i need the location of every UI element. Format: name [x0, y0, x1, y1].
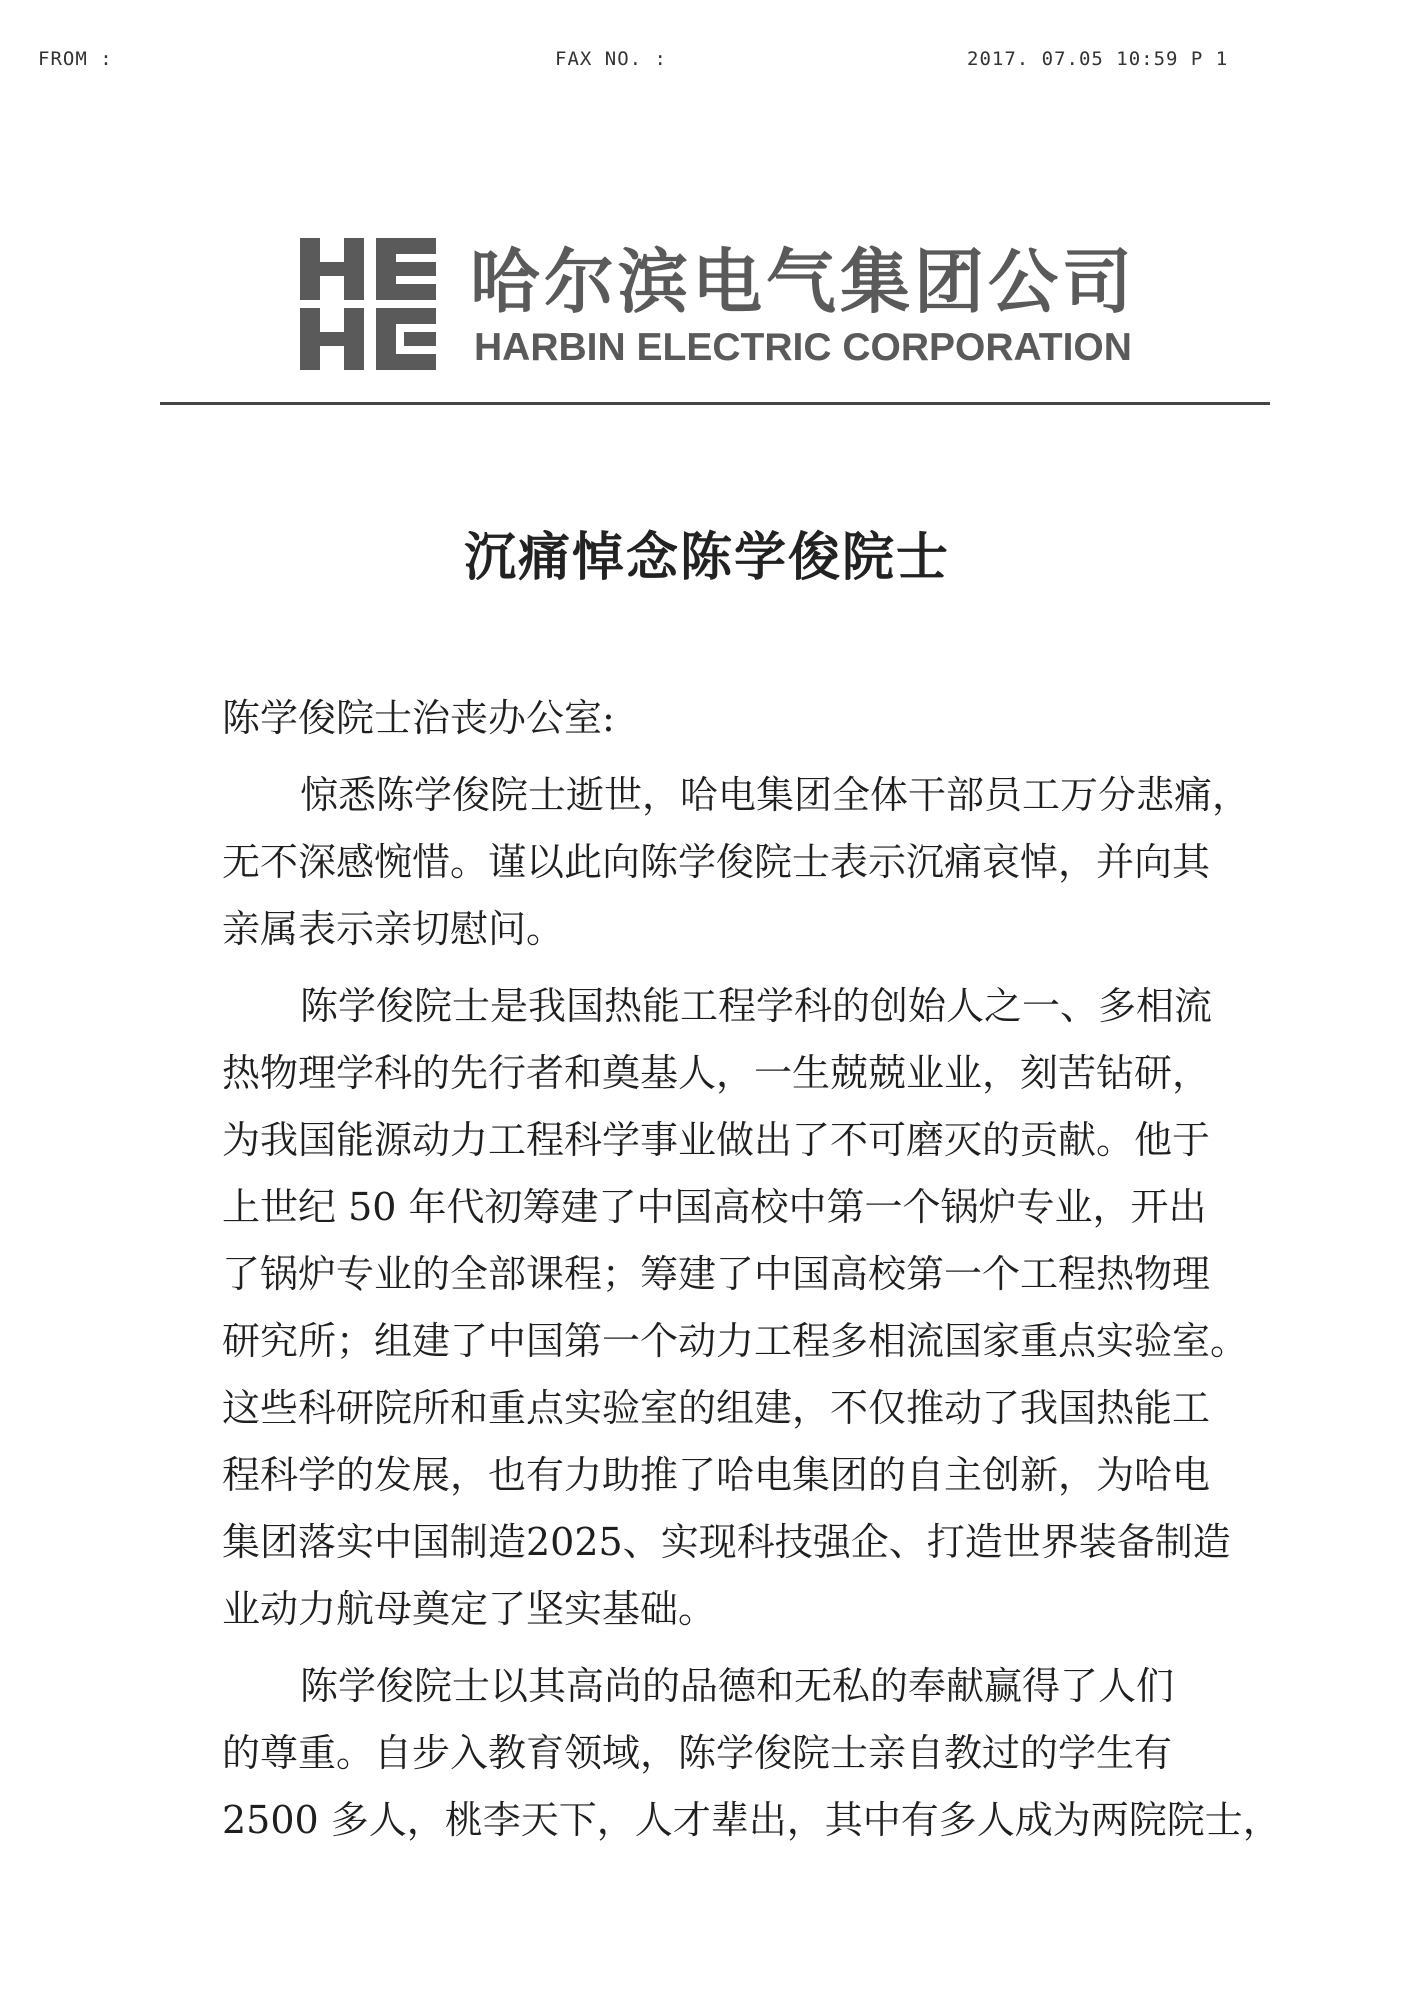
- fax-number: FAX NO. :: [555, 48, 667, 70]
- paragraph-line: 了锅炉专业的全部课程；筹建了中国高校第一个工程热物理: [222, 1252, 1211, 1296]
- paragraph-line: 热物理学科的先行者和奠基人，一生兢兢业业，刻苦钻研，: [222, 1051, 1211, 1095]
- company-name-en: HARBIN ELECTRIC CORPORATION: [474, 326, 1132, 369]
- paragraph-line: 程科学的发展，也有力助推了哈电集团的自主创新，为哈电: [222, 1453, 1211, 1497]
- paragraph-line: 业动力航母奠定了坚实基础。: [222, 1587, 717, 1631]
- paragraph-line: 集团落实中国制造2025、实现科技强企、打造世界装备制造: [222, 1520, 1231, 1564]
- paragraph-line: 研究所；组建了中国第一个动力工程多相流国家重点实验室。: [222, 1319, 1249, 1363]
- document-title: 沉痛悼念陈学俊院士: [463, 527, 950, 588]
- paragraph-line: 陈学俊院士是我国热能工程学科的创始人之一、多相流: [300, 984, 1213, 1028]
- letter-body: [222, 685, 1281, 1864]
- paragraph-line: 惊悉陈学俊院士逝世，哈电集团全体干部员工万分悲痛，: [300, 773, 1251, 817]
- paragraph-line: 为我国能源动力工程科学事业做出了不可磨灭的贡献。他于: [222, 1118, 1211, 1162]
- paragraph-line: 无不深感惋惜。谨以此向陈学俊院士表示沉痛哀悼，并向其: [222, 840, 1211, 884]
- fax-timestamp: 2017. 07.05 10:59 P 1: [967, 48, 1229, 70]
- letterhead-divider: [160, 402, 1270, 405]
- fax-header: [38, 48, 1394, 78]
- paragraph-line: 亲属表示亲切慰问。: [222, 907, 565, 951]
- hec-logo-icon: [300, 238, 436, 370]
- paragraph-line: 2500 多人，桃李天下，人才辈出，其中有多人成为两院院士，: [222, 1798, 1281, 1842]
- paragraph-line: 上世纪 50 年代初筹建了中国高校中第一个锅炉专业，开出: [222, 1185, 1207, 1229]
- fax-from: FROM :: [38, 48, 113, 70]
- paragraph-line: 这些科研院所和重点实验室的组建，不仅推动了我国热能工: [222, 1386, 1211, 1430]
- paragraph: [222, 973, 1249, 1643]
- paragraph: [222, 762, 1251, 963]
- salutation: 陈学俊院士治丧办公室:: [222, 696, 615, 740]
- paragraph-line: 的尊重。自步入教育领域，陈学俊院士亲自教过的学生有: [222, 1731, 1173, 1775]
- paragraph-line: 陈学俊院士以其高尚的品德和无私的奉献赢得了人们: [300, 1664, 1175, 1708]
- company-name-cn: 哈尔滨电气集团公司: [470, 241, 1136, 323]
- paragraph: [222, 1653, 1281, 1854]
- letterhead: [300, 238, 1136, 378]
- paragraphs: [222, 762, 1281, 1854]
